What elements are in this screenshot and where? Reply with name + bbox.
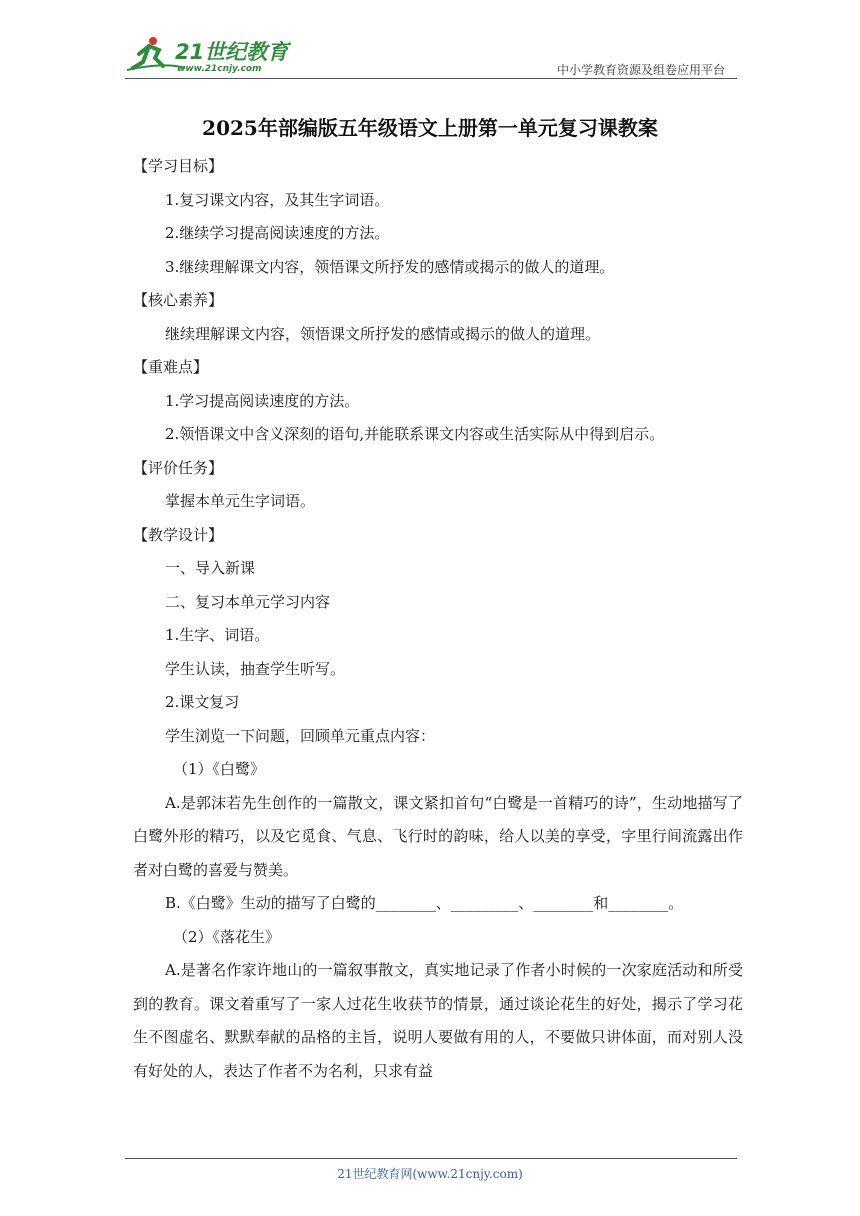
objective-item: 1.复习课文内容，及其生字词语。 [165, 190, 390, 209]
footer-divider [125, 1158, 737, 1159]
objective-item: 2.继续学习提高阅读速度的方法。 [165, 224, 390, 242]
section-heading-teaching-design: 【教学设计】 [133, 525, 224, 544]
key-point-item: 1.学习提高阅读速度的方法。 [165, 391, 360, 410]
design-step: 学生浏览一下问题，回顾单元重点内容： [165, 726, 436, 745]
lesson-heading-luohuasheng: （2）《落花生》 [173, 927, 281, 946]
page-title: 2025年部编版五年级语文上册第一单元复习课教案 [202, 116, 658, 140]
section-heading-evaluation: 【评价任务】 [133, 458, 224, 477]
section-heading-objectives: 【学习目标】 [133, 157, 224, 175]
design-step: 2.课文复习 [165, 693, 240, 711]
section-heading-core-literacy: 【核心素养】 [133, 291, 224, 309]
document-body [133, 150, 743, 1088]
lesson-paragraph: A.是郭沫若先生创作的一篇散文，课文紧扣首句“白鹭是一首精巧的诗”，生动地描写了白鹭外形的精巧，以及它觅食、气息、飞行时的韵味，给人以美的享受，字里行间流露出作者对白鹭的喜爱与赞美。 [133, 793, 743, 879]
page-header [125, 30, 737, 80]
design-step: 一、导入新课 [165, 559, 256, 577]
design-step: 学生认读，抽查学生听写。 [165, 659, 346, 678]
key-point-item: 2.领悟课文中含义深刻的语句,并能联系课文内容或生活实际从中得到启示。 [165, 425, 665, 443]
objective-item: 3.继续理解课文内容，领悟课文所抒发的感情或揭示的做人的道理。 [165, 257, 615, 276]
logo-21cnjy [125, 34, 295, 74]
core-literacy-text: 继续理解课文内容，领悟课文所抒发的感情或揭示的做人的道理。 [165, 324, 601, 343]
page-footer: 21世纪教育网(www.21cnjy.com) [337, 1167, 523, 1181]
header-tagline: 中小学教育资源及组卷应用平台 [556, 63, 725, 77]
evaluation-text: 掌握本单元生字词语。 [165, 492, 316, 510]
design-step: 1.生字、词语。 [165, 626, 270, 644]
lesson-paragraph: A.是著名作家许地山的一篇叙事散文，真实地记录了作者小时候的一次家庭活动和所受到的教育。课文着重写了一家人过花生收获节的情景，通过谈论花生的好处，揭示了学习花生不图虚名、默默奉献的品格的主旨，说明人要做有用的人，不要做只讲体面，而对别人没有好处的人，表达了作者不为名利，只求有益 [133, 961, 743, 1080]
fill-in-question: B.《白鹭》生动的描写了白鹭的________、_________、________和________。 [165, 894, 684, 912]
design-step: 二、复习本单元学习内容 [165, 592, 331, 611]
lesson-heading-bailu: （1）《白鹭》 [173, 760, 266, 778]
logo-text: 21世纪教育 [175, 40, 289, 64]
header-divider [125, 78, 737, 79]
section-heading-key-points: 【重难点】 [133, 358, 209, 376]
logo-url: www.21cnjy.com [177, 64, 262, 74]
